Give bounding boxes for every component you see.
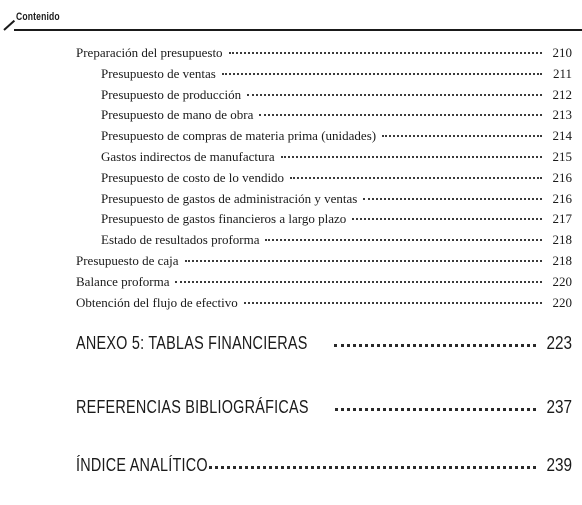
toc-section-page: 223	[546, 333, 572, 353]
toc-entry-page: 213	[552, 107, 572, 123]
toc-section-page: 239	[546, 455, 572, 475]
leader-dots	[175, 267, 542, 283]
toc-section-page: 237	[546, 397, 572, 417]
leader-dots	[229, 38, 542, 54]
toc-entry-title: Presupuesto de compras de materia prima (unidades)	[101, 128, 377, 144]
leader-dots	[222, 59, 542, 75]
toc-entry-title: Gastos indirectos de manufactura	[101, 148, 275, 164]
leader-dots	[334, 330, 536, 347]
header-rule	[14, 29, 582, 31]
toc-section-title: ANEXO 5: TABLAS FINANCIERAS	[76, 333, 308, 353]
leader-dots	[247, 80, 542, 96]
toc-entry-title: Presupuesto de caja	[76, 252, 179, 268]
toc-section-indice[interactable]	[76, 454, 572, 476]
toc-entry-title: Presupuesto de gastos financieros a largo plazo	[101, 211, 347, 227]
leader-dots	[290, 163, 542, 179]
toc-entry-page: 218	[552, 252, 572, 268]
toc-entry-title: Preparación del presupuesto	[76, 45, 223, 60]
toc-entry-page: 218	[552, 232, 572, 248]
leader-dots	[265, 225, 542, 241]
toc-entry-title: Estado de resultados proforma	[101, 232, 260, 248]
leader-dots	[382, 121, 542, 137]
toc-entry-title: Presupuesto de mano de obra	[101, 107, 254, 123]
toc-section-anexo[interactable]	[76, 332, 572, 354]
leader-dots	[244, 288, 542, 304]
leader-dots	[259, 100, 542, 116]
toc-entry-title: Balance proforma	[76, 273, 170, 289]
running-header: Contenido	[16, 11, 60, 23]
toc-entry-page: 217	[552, 211, 572, 227]
toc-entry-page: 214	[552, 128, 572, 144]
toc-section-referencias[interactable]	[76, 396, 572, 418]
toc-section-title: ÍNDICE ANALÍTICO	[76, 455, 208, 475]
leader-dots	[281, 142, 542, 158]
toc-entry-page: 212	[552, 86, 572, 102]
toc-entry-page: 220	[552, 294, 572, 310]
toc-entry[interactable]	[0, 291, 582, 312]
toc-entry-title: Presupuesto de producción	[101, 86, 242, 102]
toc-entry-title: Presupuesto de ventas	[101, 65, 216, 81]
toc-entry-page: 210	[552, 45, 572, 60]
table-of-contents	[0, 41, 582, 311]
leader-dots	[335, 394, 536, 411]
leader-dots	[352, 204, 542, 220]
toc-entry-page: 216	[552, 190, 572, 206]
leader-dots	[209, 452, 536, 469]
leader-dots	[185, 246, 542, 262]
toc-entry-page: 215	[552, 148, 572, 164]
toc-entry-title: Obtención del flujo de efectivo	[76, 294, 238, 310]
toc-entry-page: 216	[552, 169, 572, 185]
toc-entry-title: Presupuesto de gastos de administración y ventas	[101, 190, 358, 206]
leader-dots	[363, 184, 542, 200]
toc-section-title: REFERENCIAS BIBLIOGRÁFICAS	[76, 397, 309, 417]
toc-entry-page: 220	[552, 273, 572, 289]
toc-entry-title: Presupuesto de costo de lo vendido	[101, 169, 285, 185]
toc-entry-page: 211	[552, 65, 572, 81]
